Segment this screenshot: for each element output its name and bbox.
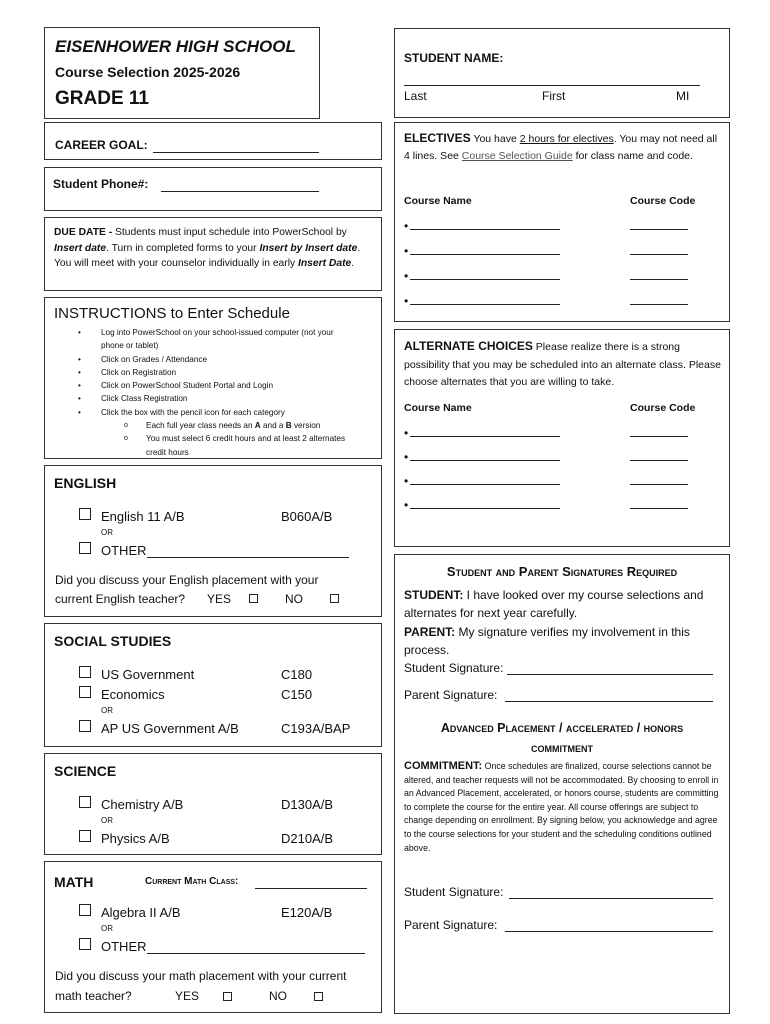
student-signature2-label: Student Signature: [404, 885, 504, 899]
math-no-label: NO [269, 989, 287, 1003]
algebra2-checkbox[interactable] [79, 904, 91, 916]
mi-caption: MI [676, 89, 690, 103]
alternates-col-code: Course Code [630, 402, 696, 414]
due-date-box [44, 217, 382, 291]
english11-code: B060A/B [281, 509, 333, 524]
parent-signature2-field[interactable] [505, 919, 713, 932]
us-government-label: US Government [101, 667, 195, 682]
math-title: MATH [54, 874, 94, 890]
or-label: OR [101, 816, 113, 825]
math-other-label: OTHER [101, 939, 147, 954]
physics-code: D210A/B [281, 831, 334, 846]
parent-signature2-label: Parent Signature: [404, 918, 498, 932]
alternate-row-1[interactable]: • [404, 426, 560, 440]
economics-code: C150 [281, 687, 313, 702]
student-name-label: STUDENT NAME: [404, 51, 504, 65]
ap-us-government-checkbox[interactable] [79, 720, 91, 732]
student-statement: STUDENT: I have looked over my course selections and alternates for next year carefully. [404, 588, 704, 620]
physics-label: Physics A/B [101, 831, 170, 846]
instruction-item: • Click on Grades / Attendance [56, 353, 380, 366]
english-no-label: NO [285, 592, 303, 606]
math-no-checkbox[interactable] [314, 992, 323, 1001]
electives-box [394, 122, 730, 322]
algebra2-label: Algebra II A/B [101, 905, 181, 920]
alternate-row-3[interactable]: • [404, 474, 560, 488]
us-government-code: C180 [281, 667, 313, 682]
math-yes-label: YES [175, 989, 200, 1003]
instructions-list [56, 326, 380, 459]
instruction-item: • Click the box with the pencil icon for each category [56, 406, 380, 419]
english-other-field[interactable] [147, 544, 349, 558]
chemistry-label: Chemistry A/B [101, 797, 184, 812]
parent-signature-field[interactable] [505, 689, 713, 702]
algebra2-code: E120A/B [281, 905, 333, 920]
social-studies-box [44, 623, 382, 747]
math-yes-checkbox[interactable] [223, 992, 232, 1001]
school-name: EISENHOWER HIGH SCHOOL [55, 37, 296, 56]
header-box [44, 27, 320, 119]
instruction-subitem: o You must select 6 credit hours and at least 2 alternates [56, 432, 380, 445]
math-box [44, 861, 382, 1013]
ap-commitment-title: Advanced Placement / accelerated / honors [440, 721, 684, 735]
ap-us-government-code: C193A/BAP [281, 721, 351, 736]
or-label: OR [101, 528, 113, 537]
current-math-class-label: Current Math Class: [145, 876, 239, 887]
physics-checkbox[interactable] [79, 830, 91, 842]
us-government-checkbox[interactable] [79, 666, 91, 678]
student-name-box [394, 28, 730, 118]
instruction-item: • Click on Registration [56, 366, 380, 379]
commitment-text: COMMITMENT: Once schedules are finalized, course selections cannot be altered, and teacher requests will not be accommodated. By choosing to enroll in an Advanced Placement, accelerated, or honors course, students are committing to complete the course for the entire year. All course offerings are subject to change depending on enrollment. By signing below, you acknowledge and agree to the course selections for your student and the scheduling conditions outlined above. [404, 760, 719, 853]
english-question-line1: Did you discuss your English placement with your [55, 573, 319, 587]
english11-checkbox[interactable] [79, 508, 91, 520]
ap-us-government-label: AP US Government A/B [101, 721, 239, 736]
or-label: OR [101, 706, 113, 715]
elective-row-3[interactable]: • [404, 269, 560, 283]
elective-row-4[interactable]: • [404, 294, 560, 308]
alternate-row-2[interactable]: • [404, 450, 560, 464]
instruction-item: • Log into PowerSchool on your school-issued computer (not your [56, 326, 380, 339]
instruction-subitem-cont: credit hours [146, 447, 189, 457]
economics-label: Economics [101, 687, 165, 702]
english-question-line2: current English teacher? [55, 592, 186, 606]
chemistry-checkbox[interactable] [79, 796, 91, 808]
math-other-checkbox[interactable] [79, 938, 91, 950]
ap-commitment-title-line2: commitment [531, 741, 593, 755]
math-question-line1: Did you discuss your math placement with your current [55, 969, 347, 983]
first-name-caption: First [542, 89, 566, 103]
instruction-item: • Click Class Registration [56, 392, 380, 405]
student-name-field[interactable] [404, 75, 700, 86]
or-label: OR [101, 924, 113, 933]
alternates-box [394, 329, 730, 547]
instructions-title: INSTRUCTIONS to Enter Schedule [54, 305, 290, 322]
electives-col-name: Course Name [404, 195, 472, 207]
career-goal-label: CAREER GOAL: [55, 138, 148, 152]
electives-col-code: Course Code [630, 195, 696, 207]
english-other-checkbox[interactable] [79, 542, 91, 554]
english-other-label: OTHER [101, 543, 147, 558]
english-box [44, 465, 382, 617]
form-subtitle: Course Selection 2025-2026 [55, 64, 241, 80]
math-other-field[interactable] [147, 940, 365, 954]
alternate-row-4[interactable]: • [404, 498, 560, 512]
due-date-text: DUE DATE - Students must input schedule into PowerSchool by Insert date. Turn in completed forms to your Insert by Insert date. You will meet with your counselor individually in early Insert Date. [54, 227, 361, 270]
parent-statement: PARENT: My signature verifies my involvement in this process. [404, 625, 690, 657]
parent-signature-label: Parent Signature: [404, 688, 498, 702]
english-no-checkbox[interactable] [330, 594, 339, 603]
instruction-item: • Click on PowerSchool Student Portal and Login [56, 379, 380, 392]
instructions-box [44, 297, 382, 459]
english11-label: English 11 A/B [101, 509, 185, 524]
english-title: ENGLISH [54, 475, 117, 491]
student-signature2-field[interactable] [509, 886, 713, 899]
instruction-subitem: o Each full year class needs an A and a B version [56, 419, 380, 432]
student-phone-field[interactable] [161, 178, 319, 192]
english-yes-checkbox[interactable] [249, 594, 258, 603]
signatures-box [394, 554, 730, 1014]
electives-text: ELECTIVES You have 2 hours for electives. You may not need all 4 lines. See Course Selection Guide for class name and code. [404, 131, 718, 162]
alternates-col-name: Course Name [404, 402, 472, 414]
economics-checkbox[interactable] [79, 686, 91, 698]
career-goal-field[interactable] [153, 139, 319, 153]
current-math-class-field[interactable] [255, 876, 367, 889]
english-yes-label: YES [207, 592, 232, 606]
student-signature-label: Student Signature: [404, 661, 504, 675]
student-phone-label: Student Phone#: [53, 177, 149, 191]
career-goal-box [44, 122, 382, 160]
student-phone-box [44, 167, 382, 211]
science-title: SCIENCE [54, 763, 117, 779]
student-signature-field[interactable] [507, 662, 713, 675]
elective-row-2[interactable]: • [404, 244, 560, 258]
elective-row-1[interactable]: • [404, 219, 560, 233]
chemistry-code: D130A/B [281, 797, 334, 812]
social-studies-title: SOCIAL STUDIES [54, 633, 172, 649]
instruction-item: phone or tablet) [101, 341, 159, 351]
signatures-title: Student and Parent Signatures Required [446, 564, 678, 579]
grade-title: GRADE 11 [55, 88, 149, 109]
course-selection-guide-link[interactable]: Course Selection Guide [461, 150, 573, 162]
last-name-caption: Last [404, 89, 427, 103]
math-question-line2: math teacher? [55, 989, 132, 1003]
science-box [44, 753, 382, 855]
alternates-text: ALTERNATE CHOICES Please realize there is a strong possibility that you may be scheduled into an alternate class. Please choose alternates that you are willing to take. [404, 339, 721, 388]
